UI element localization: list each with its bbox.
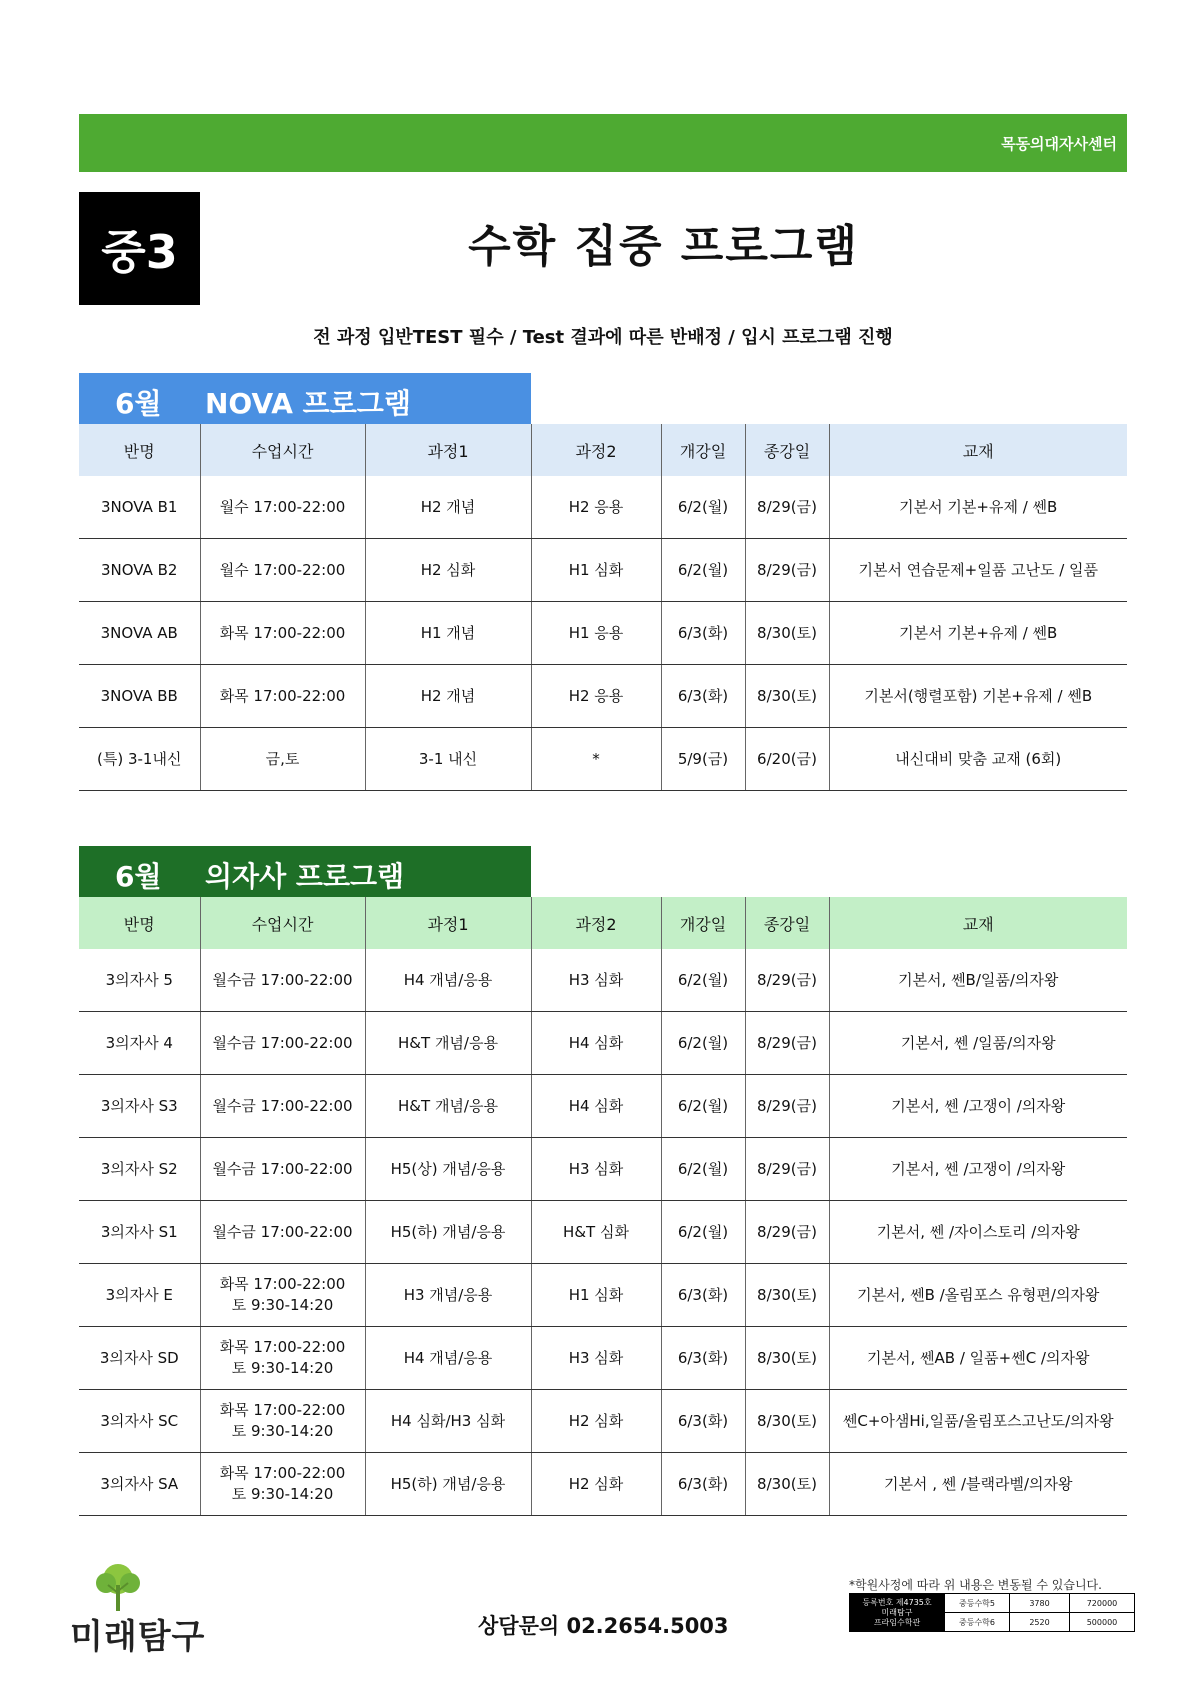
end-date-cell: 6/20(금): [745, 728, 829, 791]
class-time-cell: [200, 1264, 365, 1327]
textbook-cell: 기본서 연습문제+일품 고난도 / 일품: [829, 539, 1127, 602]
nova-month: 6월: [115, 387, 162, 420]
start-date-cell: 6/2(월): [661, 1012, 745, 1075]
reg-fee: 720000: [1070, 1594, 1135, 1613]
course2-cell: H2 응용: [531, 476, 661, 539]
time-line: 화목 17:00-22:00: [219, 1338, 346, 1356]
textbook-cell: 기본서 , 쎈 /블랙라벨/의자왕: [829, 1453, 1127, 1516]
textbook-cell: 기본서, 쎈 /고쟁이 /의자왕: [829, 1138, 1127, 1201]
end-date-cell: 8/30(토): [745, 1264, 829, 1327]
col-header-book: 교재: [829, 897, 1127, 949]
end-date-cell: 8/29(금): [745, 476, 829, 539]
reg-course: 중등수학5: [945, 1594, 1010, 1613]
time-line: 토 9:30-14:20: [231, 1296, 334, 1314]
col-header-course2: 과정2: [531, 424, 661, 476]
start-date-cell: 5/9(금): [661, 728, 745, 791]
center-name: 목동의대자사센터: [1001, 135, 1117, 153]
table-row: [79, 1453, 1127, 1516]
table-row: [79, 1012, 1127, 1075]
course1-cell: H5(하) 개념/응용: [365, 1453, 531, 1516]
course1-cell: H2 개념: [365, 665, 531, 728]
course2-cell: H3 심화: [531, 1327, 661, 1390]
start-date-cell: 6/2(월): [661, 539, 745, 602]
textbook-cell: 기본서 기본+유제 / 쎈B: [829, 476, 1127, 539]
class-name-cell: 3의자사 SA: [79, 1453, 200, 1516]
course2-cell: *: [531, 728, 661, 791]
class-time-cell: [200, 1453, 365, 1516]
end-date-cell: 8/30(토): [745, 1390, 829, 1453]
class-time-cell: 월수금 17:00-22:00: [200, 1012, 365, 1075]
uisasa-schedule-table: [79, 897, 1127, 1516]
class-name-cell: 3NOVA B2: [79, 539, 200, 602]
table-row: [79, 602, 1127, 665]
course1-cell: H4 심화/H3 심화: [365, 1390, 531, 1453]
class-time-cell: 금,토: [200, 728, 365, 791]
course1-cell: H3 개념/응용: [365, 1264, 531, 1327]
table-row: [79, 476, 1127, 539]
col-header-class: 반명: [79, 424, 200, 476]
course1-cell: H5(상) 개념/응용: [365, 1138, 531, 1201]
col-header-class: 반명: [79, 897, 200, 949]
class-name-cell: 3의자사 S1: [79, 1201, 200, 1264]
textbook-cell: 기본서, 쎈 /자이스토리 /의자왕: [829, 1201, 1127, 1264]
course2-cell: H1 심화: [531, 1264, 661, 1327]
col-header-course1: 과정1: [365, 897, 531, 949]
reg-fee: 500000: [1070, 1613, 1135, 1632]
course2-cell: H1 심화: [531, 539, 661, 602]
end-date-cell: 8/29(금): [745, 949, 829, 1012]
textbook-cell: 기본서, 쎈AB / 일품+쎈C /의자왕: [829, 1327, 1127, 1390]
time-line: 화목 17:00-22:00: [219, 1275, 346, 1293]
course1-cell: H5(하) 개념/응용: [365, 1201, 531, 1264]
end-date-cell: 8/29(금): [745, 1201, 829, 1264]
textbook-cell: 쎈C+아샘Hi,일품/올림포스고난도/의자왕: [829, 1390, 1127, 1453]
class-name-cell: 3의자사 4: [79, 1012, 200, 1075]
end-date-cell: 8/29(금): [745, 1075, 829, 1138]
col-header-end: 종강일: [745, 424, 829, 476]
start-date-cell: 6/3(화): [661, 1453, 745, 1516]
table-row: [79, 1075, 1127, 1138]
nova-program-title: NOVA 프로그램: [205, 387, 411, 420]
table-header-row: [79, 424, 1127, 476]
reg-minutes: 2520: [1010, 1613, 1070, 1632]
textbook-cell: 기본서, 쎈 /일품/의자왕: [829, 1012, 1127, 1075]
col-header-course1: 과정1: [365, 424, 531, 476]
class-name-cell: 3NOVA AB: [79, 602, 200, 665]
end-date-cell: 8/30(토): [745, 1453, 829, 1516]
class-time-cell: 화목 17:00-22:00: [200, 602, 365, 665]
uisasa-program-title: 의자사 프로그램: [205, 860, 405, 893]
course1-cell: H1 개념: [365, 602, 531, 665]
registration-table: [849, 1593, 1135, 1632]
course2-cell: H1 응용: [531, 602, 661, 665]
nova-table-body: [79, 476, 1127, 791]
uisasa-table-body: [79, 949, 1127, 1516]
class-name-cell: (특) 3-1내신: [79, 728, 200, 791]
class-name-cell: 3의자사 E: [79, 1264, 200, 1327]
end-date-cell: 8/30(토): [745, 665, 829, 728]
class-name-cell: 3의자사 S3: [79, 1075, 200, 1138]
time-line: 화목 17:00-22:00: [219, 1464, 346, 1482]
textbook-cell: 기본서 기본+유제 / 쎈B: [829, 602, 1127, 665]
class-name-cell: 3의자사 SD: [79, 1327, 200, 1390]
top-banner: [79, 114, 1127, 172]
class-name-cell: 3의자사 5: [79, 949, 200, 1012]
end-date-cell: 8/29(금): [745, 1012, 829, 1075]
time-line: 토 9:30-14:20: [231, 1422, 334, 1440]
table-row: [79, 1201, 1127, 1264]
page-subtitle: 전 과정 입반TEST 필수 / Test 결과에 따른 반배정 / 입시 프로그램 진행: [313, 327, 893, 348]
course2-cell: H4 심화: [531, 1012, 661, 1075]
course2-cell: H4 심화: [531, 1075, 661, 1138]
start-date-cell: 6/3(화): [661, 665, 745, 728]
course1-cell: H4 개념/응용: [365, 949, 531, 1012]
class-time-cell: 월수 17:00-22:00: [200, 539, 365, 602]
table-row: [79, 1390, 1127, 1453]
course1-cell: H4 개념/응용: [365, 1327, 531, 1390]
class-name-cell: 3의자사 SC: [79, 1390, 200, 1453]
contact-phone: 상담문의 02.2654.5003: [478, 1614, 729, 1638]
grade-label: 중3: [79, 192, 200, 305]
table-row: [79, 728, 1127, 791]
class-time-cell: 월수 17:00-22:00: [200, 476, 365, 539]
reg-minutes: 3780: [1010, 1594, 1070, 1613]
col-header-time: 수업시간: [200, 424, 365, 476]
end-date-cell: 8/30(토): [745, 1327, 829, 1390]
logo-text: 미래탐구: [70, 1617, 206, 1657]
start-date-cell: 6/3(화): [661, 1390, 745, 1453]
start-date-cell: 6/2(월): [661, 1075, 745, 1138]
nova-section-header: [79, 373, 531, 425]
tree-icon: [88, 1563, 148, 1615]
academy-logo: [70, 1563, 220, 1657]
end-date-cell: 8/29(금): [745, 539, 829, 602]
col-header-book: 교재: [829, 424, 1127, 476]
class-time-cell: 월수금 17:00-22:00: [200, 949, 365, 1012]
uisasa-month: 6월: [115, 860, 162, 893]
class-time-cell: 화목 17:00-22:00: [200, 665, 365, 728]
course2-cell: H2 심화: [531, 1453, 661, 1516]
start-date-cell: 6/3(화): [661, 1264, 745, 1327]
textbook-cell: 기본서, 쎈B/일품/의자왕: [829, 949, 1127, 1012]
start-date-cell: 6/3(화): [661, 1327, 745, 1390]
table-row: [79, 539, 1127, 602]
course2-cell: H2 응용: [531, 665, 661, 728]
col-header-start: 개강일: [661, 424, 745, 476]
start-date-cell: 6/2(월): [661, 1138, 745, 1201]
table-row: [79, 665, 1127, 728]
class-name-cell: 3NOVA BB: [79, 665, 200, 728]
time-line: 화목 17:00-22:00: [219, 1401, 346, 1419]
start-date-cell: 6/2(월): [661, 1201, 745, 1264]
course1-cell: H2 개념: [365, 476, 531, 539]
class-time-cell: 월수금 17:00-22:00: [200, 1075, 365, 1138]
col-header-time: 수업시간: [200, 897, 365, 949]
class-name-cell: 3NOVA B1: [79, 476, 200, 539]
change-notice: *학원사정에 따라 위 내용은 변동될 수 있습니다.: [849, 1578, 1102, 1592]
textbook-cell: 기본서, 쎈 /고쟁이 /의자왕: [829, 1075, 1127, 1138]
course2-cell: H3 심화: [531, 1138, 661, 1201]
table-header-row: [79, 897, 1127, 949]
class-time-cell: [200, 1327, 365, 1390]
course2-cell: H3 심화: [531, 949, 661, 1012]
course1-cell: H2 심화: [365, 539, 531, 602]
textbook-cell: 기본서(행렬포함) 기본+유제 / 쎈B: [829, 665, 1127, 728]
registration-info: 등록번호 제4735호 미래탐구 프라임수학관: [850, 1594, 945, 1632]
end-date-cell: 8/30(토): [745, 602, 829, 665]
class-time-cell: [200, 1390, 365, 1453]
textbook-cell: 내신대비 맞춤 교재 (6회): [829, 728, 1127, 791]
class-name-cell: 3의자사 S2: [79, 1138, 200, 1201]
course2-cell: H&T 심화: [531, 1201, 661, 1264]
end-date-cell: 8/29(금): [745, 1138, 829, 1201]
time-line: 토 9:30-14:20: [231, 1359, 334, 1377]
table-row: [79, 1138, 1127, 1201]
textbook-cell: 기본서, 쎈B /올림포스 유형편/의자왕: [829, 1264, 1127, 1327]
time-line: 토 9:30-14:20: [231, 1485, 334, 1503]
class-time-cell: 월수금 17:00-22:00: [200, 1138, 365, 1201]
course1-cell: H&T 개념/응용: [365, 1012, 531, 1075]
course1-cell: 3-1 내신: [365, 728, 531, 791]
course2-cell: H2 심화: [531, 1390, 661, 1453]
col-header-end: 종강일: [745, 897, 829, 949]
table-row: [79, 1327, 1127, 1390]
course1-cell: H&T 개념/응용: [365, 1075, 531, 1138]
col-header-start: 개강일: [661, 897, 745, 949]
start-date-cell: 6/2(월): [661, 949, 745, 1012]
class-time-cell: 월수금 17:00-22:00: [200, 1201, 365, 1264]
start-date-cell: 6/2(월): [661, 476, 745, 539]
nova-schedule-table: [79, 424, 1127, 791]
col-header-course2: 과정2: [531, 897, 661, 949]
reg-course: 중등수학6: [945, 1613, 1010, 1632]
table-row: [79, 1264, 1127, 1327]
start-date-cell: 6/3(화): [661, 602, 745, 665]
uisasa-section-header: [79, 846, 531, 898]
table-row: [79, 949, 1127, 1012]
page-title: 수학 집중 프로그램: [468, 221, 859, 272]
